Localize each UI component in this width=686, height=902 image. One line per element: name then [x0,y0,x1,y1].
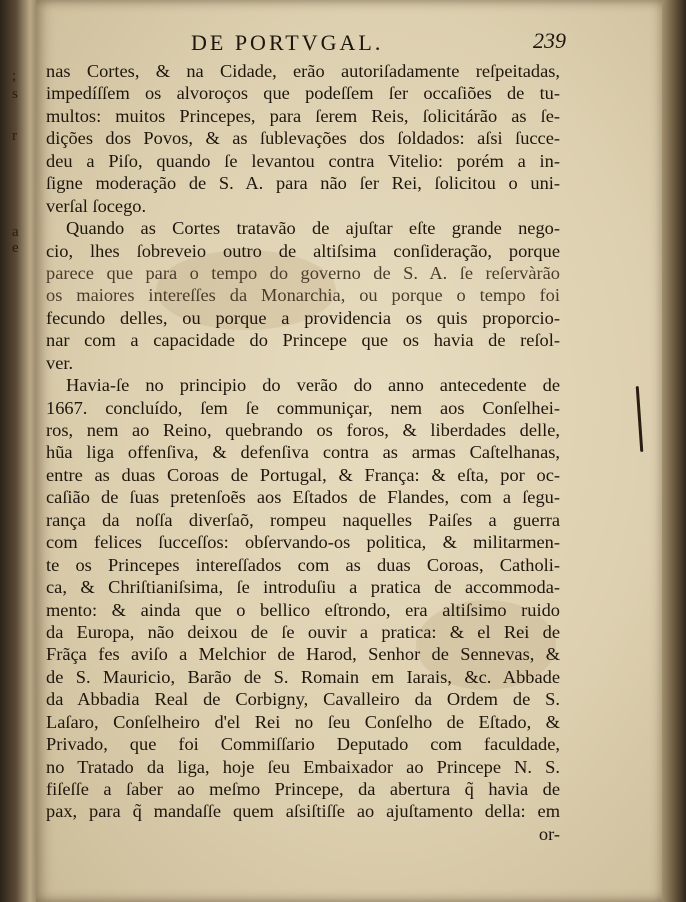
text-line: da Abbadia Real de Corbigny, Cavalleiro da Ordem de S. [46,689,560,710]
text-line: impedíſſem os alvoroços que podeſſem ſer occaſiões de tu- [46,83,560,104]
text-line: rança da noſſa diverſaõ, rompeu naquelles Paiſes a guerra [46,509,560,530]
running-head [36,30,664,60]
book-page [36,0,664,902]
text-line: entre as duas Coroas de Portugal, & França: & eſta, por oc- [46,464,560,485]
text-line: hũa liga offenſiva, & defenſiva contra as armas Caſtelhanas, [46,442,560,463]
text-line: ver. [46,352,74,373]
text-line: no Tratado da liga, hoje ſeu Embaixador ao Princepe N. S. [46,756,560,777]
text-line: fecundo delles, ou porque a providencia os quis proporcio- [46,307,560,328]
margin-glyph: r [12,128,17,144]
text-line: ros, nem ao Reino, quebrando os foros, & liberdades delle, [46,420,560,440]
text-line: da Europa, não deixou de ſe ouvir a pratica: & el Rei de [46,621,560,642]
text-line: multos: muitos Princepes, para ſerem Reis, ſolicitárão as ſe- [46,105,560,126]
running-head-title: DE PORTVGAL. [191,30,384,55]
page-number: 239 [533,28,566,53]
text-line: pax, para q̃ mandaſſe quem aſsiſtiſſe ao ajuſtamento della: em [46,801,560,822]
margin-ink-mark [636,386,644,452]
book-gutter-left [0,0,40,902]
text-line: 1667. concluído, ſem ſe communiçar, nem aos Conſelhei- [46,397,560,418]
text-line: de S. Mauricio, Barão de S. Romain em Iarais, &c. Abbade [46,666,560,687]
text-line: nas Cortes, & na Cidade, erão autoriſadamente reſpeitadas, [46,61,560,81]
margin-glyph: s [12,86,18,102]
text-line: nar com a capacidade do Princepe que os havia de reſol- [46,330,560,351]
text-line: ſigne moderação de S. A. para não ſer Rei, ſolicitou o uni- [46,173,560,194]
text-line: or- [538,823,560,844]
text-line: parece que para o tempo do governo de S. A. ſe reſervàrão [46,262,560,283]
text-line: cio, lhes ſobreveio outro de altiſsima conſideração, porque [46,240,560,261]
text-line: Havia-ſe no principio do verão do anno antecedente de [66,375,560,396]
text-line: mento: & ainda que o bellico eſtrondo, era altiſsimo ruido [46,599,560,620]
text-line: Privado, que foi Commiſſario Deputado com faculdade, [46,734,560,755]
margin-glyph: e [12,240,19,256]
text-line: ca, & Chriſtianiſsima, ſe introduſiu a pratica de accommoda- [46,577,560,598]
margin-glyph: a [12,224,19,240]
text-line: os maiores intereſſes da Monarchia, ou porque o tempo foi [46,285,560,306]
margin-glyph: ; [12,68,17,84]
text-line: Laſaro, Conſelheiro d'el Rei no ſeu Conſelho de Eſtado, & [46,711,560,732]
text-line: Quando as Cortes tratavão de ajuſtar eſte grande nego- [66,218,560,239]
text-line: deu a Piſo, quando ſe levantou contra Vitelio: porém a in- [46,150,560,171]
text-line: verſal ſocego. [46,195,147,216]
text-line: fiſeſſe a ſaber ao meſmo Princepe, da abertura q̃ havia de [46,779,560,799]
text-line: caſião de ſuas pretenſoẽs aos Eſtados de Flandes, com a ſegu- [46,487,560,508]
body-text [46,60,560,845]
text-line: dições dos Povos, & as ſublevações dos ſoldados: aſsi ſucce- [46,128,560,149]
text-line: com felices ſucceſſos: obſervando-os politica, & militarmen- [46,532,560,553]
text-line: Frãça fes aviſo a Melchior de Harod, Senhor de Sennevas, & [46,644,560,665]
text-line: te os Princepes intereſſados com as duas Coroas, Catholi- [46,554,560,575]
book-edge-right [662,0,686,902]
